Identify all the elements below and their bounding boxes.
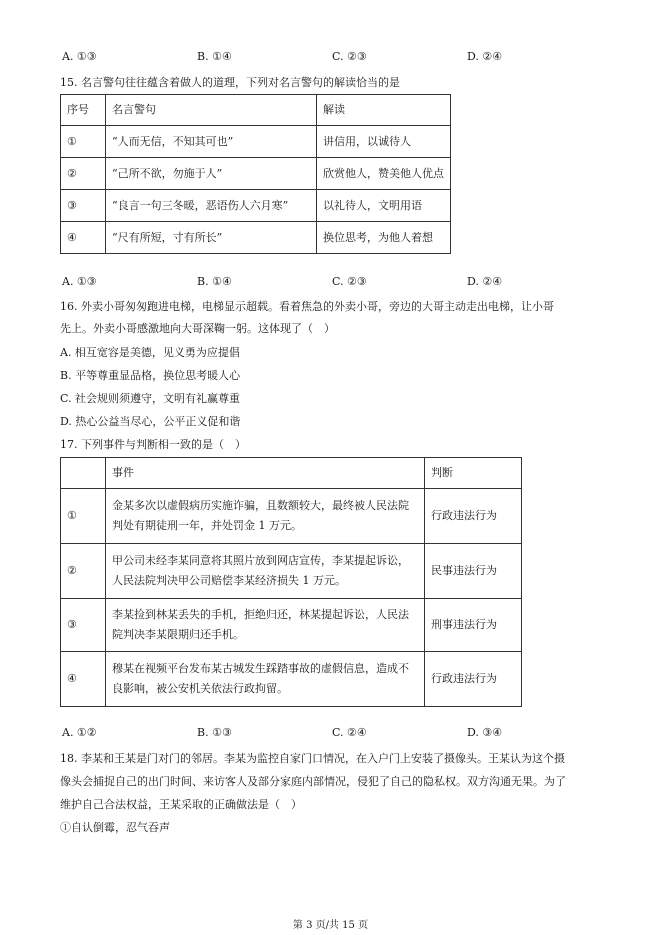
table-row <box>61 652 522 707</box>
q17-option-c: C. ②④ <box>332 726 367 739</box>
table-row <box>61 158 451 190</box>
q18-stem-line3: 维护自己合法权益，王某采取的正确做法是（ ） <box>60 798 302 811</box>
q15-header-no: 序号 <box>61 95 106 126</box>
q15-option-d: D. ②④ <box>467 275 503 288</box>
q15-row4-interpretation: 换位思考，为他人着想 <box>317 222 451 254</box>
q15-option-c: C. ②③ <box>332 275 367 288</box>
q15-row3-interpretation: 以礼待人，文明用语 <box>317 190 451 222</box>
q17-header-no <box>61 458 106 489</box>
q15-row1-quote: “人而无信，不知其可也” <box>106 126 317 158</box>
q14-option-a: A. ①③ <box>62 50 97 63</box>
q14-option-b: B. ①④ <box>197 50 232 63</box>
q14-options <box>62 50 602 66</box>
table-row <box>61 489 522 544</box>
q17-option-d: D. ③④ <box>467 726 503 739</box>
q17-row3-judgment: 刑事违法行为 <box>425 599 522 652</box>
q15-row2-no: ② <box>61 158 106 190</box>
q17-row2-no: ② <box>61 544 106 599</box>
q15-table <box>60 94 451 254</box>
q17-row2-judgment: 民事违法行为 <box>425 544 522 599</box>
q17-row1-event: 金某多次以虚假病历实施诈骗，且数额较大，最终被人民法院判处有期徒刑一年，并处罚金 1 万元。 <box>106 489 425 544</box>
q15-row2-quote: “己所不欲，勿施于人” <box>106 158 317 190</box>
q16-option-c: C. 社会规则须遵守，文明有礼赢尊重 <box>60 392 241 405</box>
q17-option-a: A. ①② <box>62 726 97 739</box>
q15-header-quote: 名言警句 <box>106 95 317 126</box>
table-header-row <box>61 458 522 489</box>
q15-row4-quote: “尺有所短，寸有所长” <box>106 222 317 254</box>
q17-header-judgment: 判断 <box>425 458 522 489</box>
q16-option-d: D. 热心公益当尽心，公平正义促和谐 <box>60 415 241 428</box>
table-row <box>61 599 522 652</box>
q15-row4-no: ④ <box>61 222 106 254</box>
q15-row2-interpretation: 欣赏他人，赞美他人优点 <box>317 158 451 190</box>
table-row <box>61 544 522 599</box>
q17-row3-no: ③ <box>61 599 106 652</box>
table-row <box>61 126 451 158</box>
q17-option-b: B. ①③ <box>197 726 232 739</box>
q15-row1-no: ① <box>61 126 106 158</box>
q15-stem: 15. 名言警句往往蕴含着做人的道理，下列对名言警句的解读恰当的是 <box>60 76 400 89</box>
table-header-row <box>61 95 451 126</box>
table-row <box>61 190 451 222</box>
q17-row4-no: ④ <box>61 652 106 707</box>
q17-row4-judgment: 行政违法行为 <box>425 652 522 707</box>
q15-header-interpretation: 解读 <box>317 95 451 126</box>
q18-stem-line2: 像头会捕捉自己的出门时间、来访客人及部分家庭内部情况，侵犯了自己的隐私权。双方沟通无果。为了 <box>60 775 566 788</box>
table-row <box>61 222 451 254</box>
page-footer: 第 3 页/共 15 页 <box>292 920 369 931</box>
q15-row3-quote: “良言一句三冬暖，恶语伤人六月寒” <box>106 190 317 222</box>
q17-row3-event: 李某捡到林某丢失的手机，拒绝归还，林某提起诉讼，人民法院判决李某限期归还手机。 <box>106 599 425 652</box>
q16-option-a: A. 相互宽容是美德，见义勇为应提倡 <box>60 346 240 359</box>
q17-options <box>62 726 602 742</box>
q15-option-a: A. ①③ <box>62 275 97 288</box>
q17-row1-judgment: 行政违法行为 <box>425 489 522 544</box>
q17-header-event: 事件 <box>106 458 425 489</box>
q15-row1-interpretation: 讲信用，以诚待人 <box>317 126 451 158</box>
q16-stem-line1: 16. 外卖小哥匆匆跑进电梯，电梯显示超载。看着焦急的外卖小哥，旁边的大哥主动走出电梯，让小哥 <box>60 300 554 313</box>
q16-stem-line2: 先上。外卖小哥感激地向大哥深鞠一躬。这体现了（ ） <box>60 322 335 335</box>
q18-choice-1: ①自认倒霉，忍气吞声 <box>60 821 170 834</box>
q17-row2-event: 甲公司未经李某同意将其照片放到网店宣传，李某提起诉讼，人民法院判决甲公司赔偿李某经济损失 1 万元。 <box>106 544 425 599</box>
q14-option-c: C. ②③ <box>332 50 367 63</box>
q17-row1-no: ① <box>61 489 106 544</box>
q14-option-d: D. ②④ <box>467 50 503 63</box>
q17-stem: 17. 下列事件与判断相一致的是（ ） <box>60 438 246 451</box>
q15-option-b: B. ①④ <box>197 275 232 288</box>
q17-table <box>60 457 522 707</box>
q16-option-b: B. 平等尊重显品格，换位思考暖人心 <box>60 369 241 382</box>
q18-stem-line1: 18. 李某和王某是门对门的邻居。李某为监控自家门口情况，在入户门上安装了摄像头。王某认为这个摄 <box>60 752 565 765</box>
q15-row3-no: ③ <box>61 190 106 222</box>
q15-options <box>62 275 602 291</box>
q17-row4-event: 穆某在视频平台发布某古城发生踩踏事故的虚假信息，造成不良影响，被公安机关依法行政拘留。 <box>106 652 425 707</box>
